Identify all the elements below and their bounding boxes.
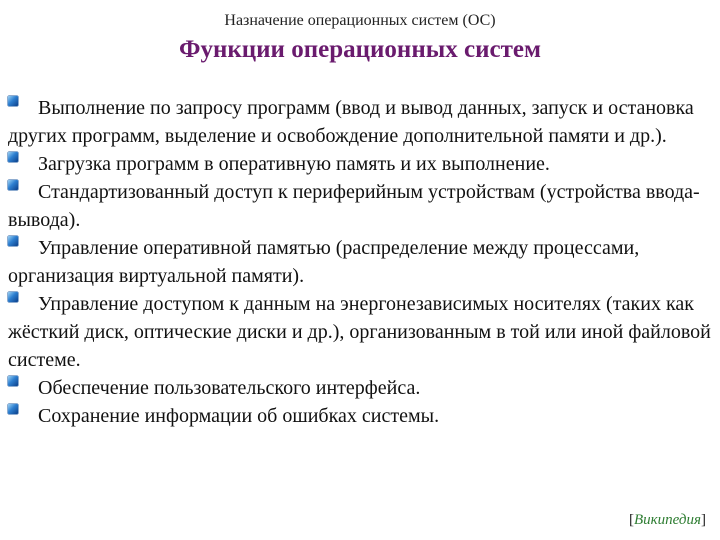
slide-subtitle: Назначение операционных систем (ОС) bbox=[224, 12, 496, 29]
close-bracket: ] bbox=[701, 512, 706, 528]
square-bullet-icon bbox=[8, 292, 18, 302]
list-item-text: Обеспечение пользовательского интерфейса. bbox=[38, 377, 421, 399]
square-bullet-icon bbox=[8, 404, 18, 414]
list-item bbox=[8, 290, 714, 374]
list-item-text: Управление доступом к данным на энергонезависимых носителях (таких как жёсткий диск, оптические диски и др.), организованным в той или иной файловой системе. bbox=[8, 293, 711, 371]
list-item-text: Загрузка программ в оперативную память и их выполнение. bbox=[38, 153, 550, 175]
square-bullet-icon bbox=[8, 152, 18, 162]
list-item-text: Управление оперативной памятью (распределение между процессами, организация виртуальной памяти). bbox=[8, 237, 640, 287]
list-item-text: Сохранение информации об ошибках системы. bbox=[38, 405, 440, 427]
square-bullet-icon bbox=[8, 236, 18, 246]
list-item bbox=[8, 374, 714, 402]
source-citation bbox=[629, 512, 706, 529]
list-item-text: Стандартизованный доступ к периферийным устройствам (устройства ввода-вывода). bbox=[8, 181, 700, 231]
open-bracket: [ bbox=[628, 512, 634, 528]
square-bullet-icon bbox=[8, 180, 18, 190]
square-bullet-icon bbox=[8, 376, 18, 386]
list-item bbox=[8, 234, 714, 290]
slide-title: Функции операционных систем bbox=[178, 36, 542, 63]
square-bullet-icon bbox=[8, 96, 18, 106]
list-item bbox=[8, 178, 714, 234]
list-item bbox=[8, 402, 714, 430]
list-item bbox=[8, 94, 714, 150]
list-item-text: Выполнение по запросу программ (ввод и вывод данных, запуск и остановка других программ, выделение и освобождение дополнительной памяти и др.). bbox=[8, 97, 694, 147]
list-item bbox=[8, 150, 714, 178]
wikipedia-source-link[interactable]: Википедия bbox=[633, 512, 701, 528]
functions-list bbox=[8, 94, 714, 430]
